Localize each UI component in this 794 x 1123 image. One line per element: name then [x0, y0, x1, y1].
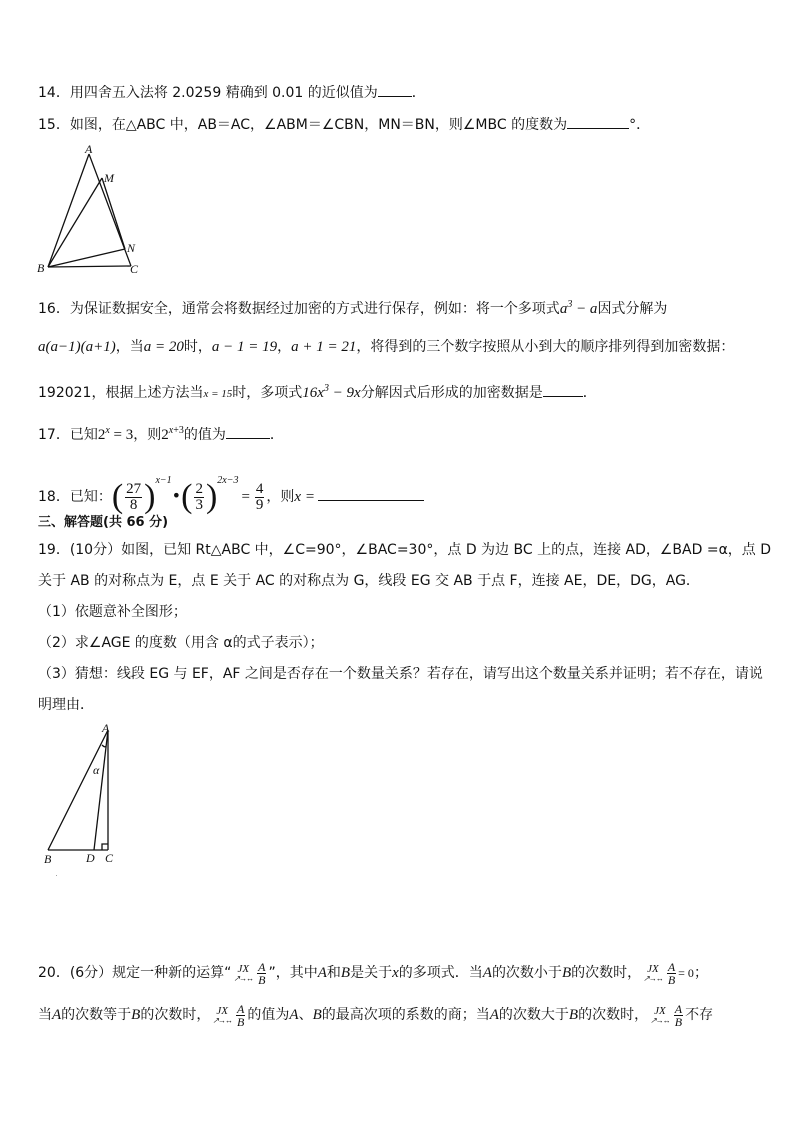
- figure-right-triangle: [36, 720, 126, 880]
- question-16-line-2: a(a−1)(a+1)，当a = 20时，a − 1 = 19，a + 1 = 21，将得到的三个数字按照从小到大的顺序排列得到加密数据：: [38, 339, 735, 355]
- custom-operator: JX ↗→↔: [233, 962, 254, 983]
- label-b: B: [37, 261, 45, 275]
- svg-text:.: .: [56, 872, 58, 878]
- question-14: 14．用四舍五入法将 2.0259 精确到 0.01 的近似值为 ．: [38, 82, 764, 103]
- answer-blank[interactable]: [567, 114, 629, 129]
- label-a: A: [85, 142, 93, 156]
- question-19-line-2: 关于 AB 的对称点为 E，点 E 关于 AC 的对称点为 G，线段 EG 交 AB 于点 F，连接 AE，DE，DG，AG．: [38, 573, 700, 589]
- answer-blank[interactable]: [226, 424, 270, 439]
- label-m: M: [104, 171, 114, 185]
- question-19-part-3-cont: 明理由．: [38, 697, 94, 713]
- question-19-part-3: （3）猜想：线段 EG 与 EF，AF 之间是否存在一个数量关系？若存在，请写出这个数量关系并证明；若不存在，请说: [38, 666, 763, 682]
- label-d: D: [86, 851, 95, 865]
- question-17: 17．已知$2^x = 3$，则$2^{x+3}$的值为 ．: [38, 425, 284, 443]
- section-heading: 三、解答题(共 66 分): [38, 515, 169, 530]
- question-20-line-2: 当A的次数等于B的次数时， JX ↗→↔ $\frac{A}{B}$ 的值为A、B的最高次项的系数的商；当A的次数大于B的次数时， JX ↗→↔ $\frac{A}{B}$ 不存: [38, 1001, 714, 1029]
- question-15: 15．如图，在△ABC 中，AB＝AC，∠ABM＝∠CBN，MN＝BN，则∠MBC 的度数为 °．: [38, 114, 764, 135]
- label-c: C: [130, 262, 139, 276]
- label-b: B: [44, 852, 52, 866]
- question-16-line-3: 192021，根据上述方法当x = 15时，多项式$16x^3 - 9x$分解因式后形成的加密数据是 ．: [38, 383, 597, 401]
- answer-blank[interactable]: [318, 486, 424, 501]
- label-n: N: [127, 241, 136, 255]
- label-a: A: [102, 721, 110, 735]
- label-alpha: α: [93, 763, 100, 777]
- question-18: 18．已知：( $\frac{27}{8}$ )$^{x-1}$•( $\frac{2}{3}$ )$^{2x-3}$= $\frac{4}{9}$ ，则x =: [38, 458, 764, 504]
- answer-blank[interactable]: [543, 382, 583, 397]
- question-19-line-1: 19．(10分）如图，已知 Rt△ABC 中，∠C=90°，∠BAC=30°，点 D 为边 BC 上的点，连接 AD，∠BAD =α，点 D: [38, 542, 772, 558]
- question-20-line-1: 20．(6分）规定一种新的运算“ JX ↗→↔ $\frac{A}{B}$ ”，其中A和B是关于x的多项式．当A的次数小于B的次数时， JX ↗→↔ $\frac{A}{B}$ = 0；: [38, 959, 708, 987]
- figure-triangle-abc: [34, 142, 154, 277]
- question-16-line-1: 16．为保证数据安全，通常会将数据经过加密的方式进行保存，例如：将一个多项式$a^3 - a$因式分解为: [38, 299, 668, 317]
- answer-blank[interactable]: [378, 82, 412, 97]
- question-19-part-1: （1）依题意补全图形；: [38, 604, 187, 620]
- question-19-part-2: （2）求∠AGE 的度数（用含 α的式子表示）；: [38, 635, 324, 651]
- label-c: C: [105, 851, 114, 865]
